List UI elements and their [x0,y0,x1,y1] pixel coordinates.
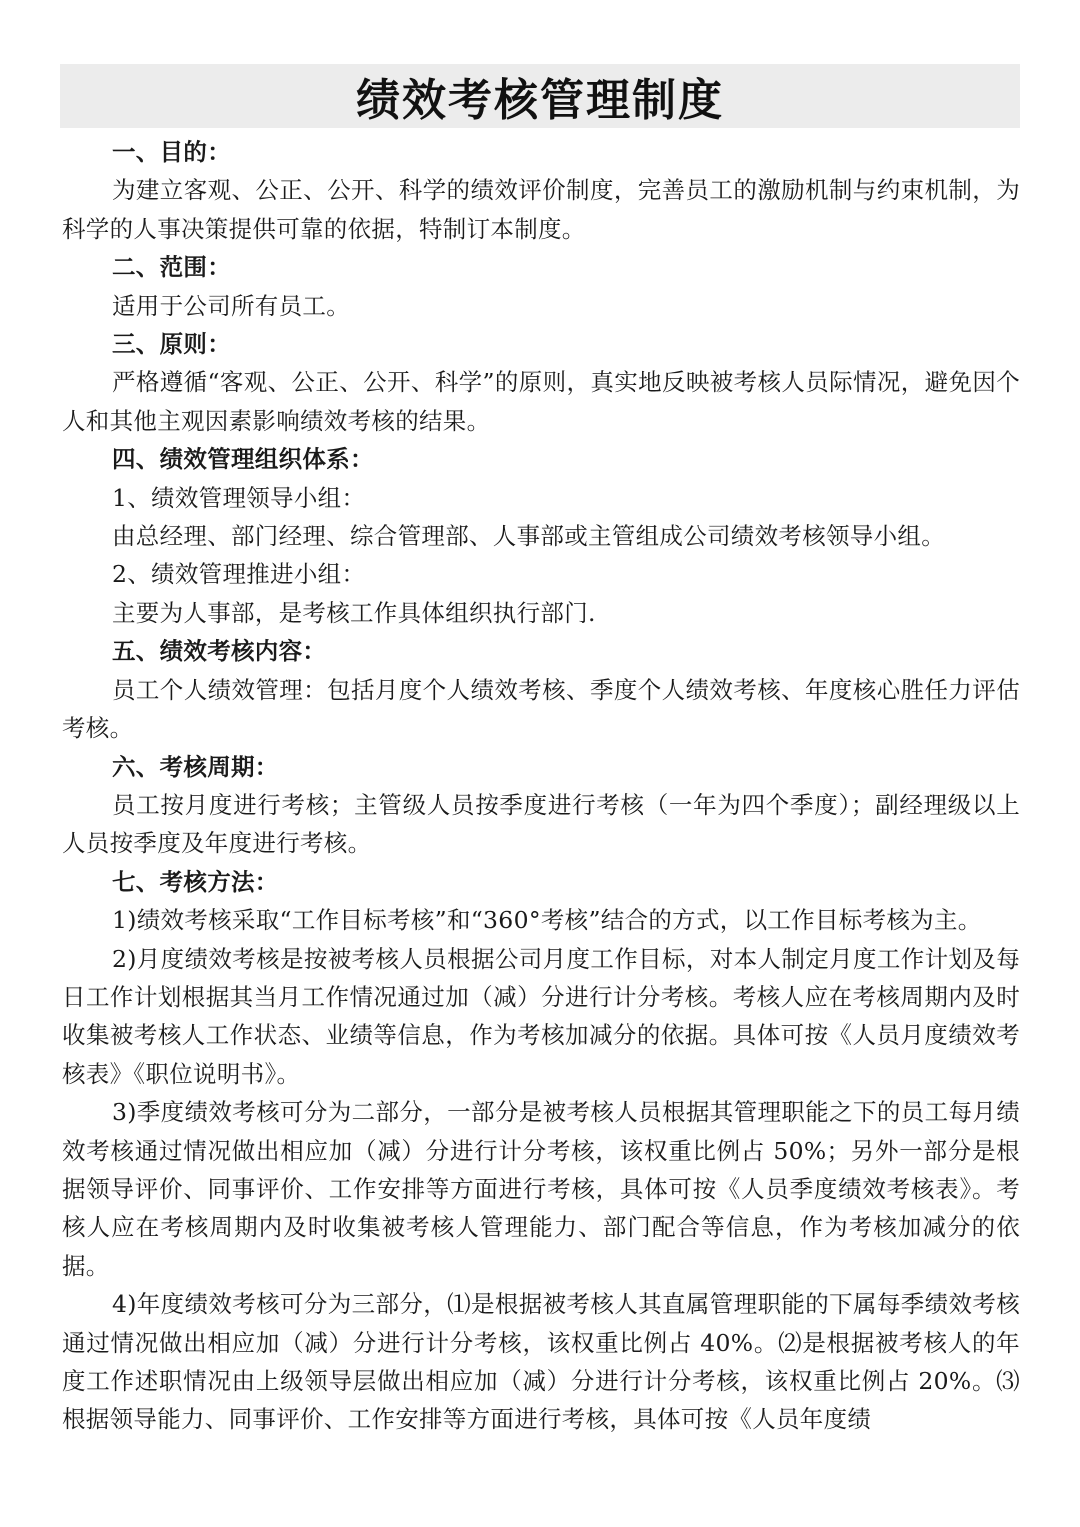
paragraph: 3)季度绩效考核可分为二部分，一部分是被考核人员根据其管理职能之下的员工每月绩效考核通过情况做出相应加（减）分进行计分考核，该权重比例占 50%；另外一部分是根据领导评价、同事评价、工作安排等方面进行考核，具体可按《人员季度绩效考核表》。考核人应在考核周期内及时收集被考核人管理能力、部门配合等信息，作为考核加减分的依据。 [62,1098,1020,1280]
paragraph: 1、绩效管理领导小组： [112,483,366,512]
section-heading: 六、考核周期： [112,752,279,781]
paragraph: 由总经理、部门经理、综合管理部、人事部或主管组成公司绩效考核领导小组。 [112,522,945,551]
section-heading: 四、绩效管理组织体系： [112,445,374,474]
paragraph: 1)绩效考核采取“工作目标考核”和“360°考核”结合的方式，以工作目标考核为主。 [112,906,982,935]
title-bar [60,64,1020,128]
document-title: 绩效考核管理制度 [356,75,724,126]
paragraph: 为建立客观、公正、公开、科学的绩效评价制度，完善员工的激励机制与约束机制，为科学的人事决策提供可靠的依据，特制订本制度。 [62,176,1020,243]
section-heading: 一、目的： [112,138,231,166]
paragraph: 员工个人绩效管理：包括月度个人绩效考核、季度个人绩效考核、年度核心胜任力评估考核。 [62,675,1020,743]
paragraph: 主要为人事部，是考核工作具体组织执行部门. [112,598,596,627]
document-body [62,133,1020,1439]
paragraph: 2、绩效管理推进小组： [112,560,366,589]
paragraph: 员工按月度进行考核；主管级人员按季度进行考核（一年为四个季度）；副经理级以上人员按季度及年度进行考核。 [62,790,1020,858]
section-heading: 五、绩效考核内容： [112,637,327,666]
paragraph: 4)年度绩效考核可分为三部分，⑴是根据被考核人其直属管理职能的下属每季绩效考核通过情况做出相应加（减）分进行计分考核，该权重比例占 40%。⑵是根据被考核人的年度工作述职情况由上级领导层做出相应加（减）分进行计分考核，该权重比例占 20%。⑶根据领导能力、同事评价、工作安排等方面进行考核，具体可按《人员年度绩 [62,1290,1020,1434]
paragraph: 严格遵循“客观、公正、公开、科学”的原则，真实地反映被考核人员际情况，避免因个人和其他主观因素影响绩效考核的结果。 [62,368,1020,435]
paragraph: 适用于公司所有员工。 [112,291,350,320]
section-heading: 二、范围： [112,253,231,282]
section-heading: 三、原则： [112,330,231,359]
paragraph: 2)月度绩效考核是按被考核人员根据公司月度工作目标，对本人制定月度工作计划及每日工作计划根据其当月工作情况通过加（减）分进行计分考核。考核人应在考核周期内及时收集被考核人工作状态、业绩等信息，作为考核加减分的依据。具体可按《人员月度绩效考核表》《职位说明书》。 [62,944,1020,1088]
section-heading: 七、考核方法： [112,867,279,896]
